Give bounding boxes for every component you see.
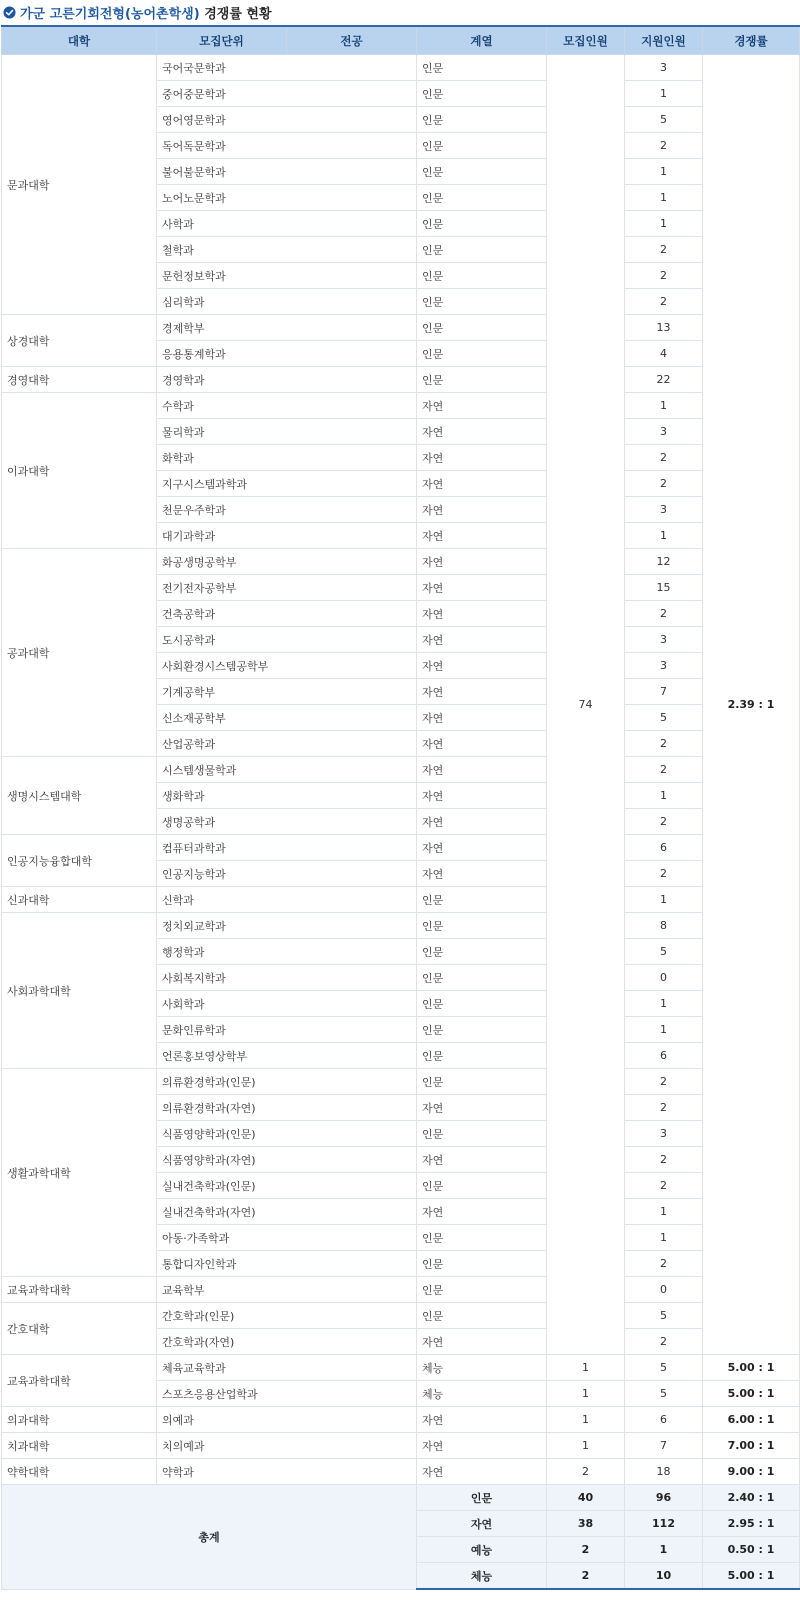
- table-row: [2, 393, 800, 419]
- college-cell: 교육과학대학: [2, 1355, 157, 1407]
- applicants-cell: 0: [625, 1277, 703, 1303]
- total-applicants: 112: [625, 1511, 703, 1537]
- ratio-cell: 5.00 : 1: [703, 1355, 800, 1381]
- unit-cell: 건축공학과: [157, 601, 417, 627]
- ratio-cell: 2.39 : 1: [703, 55, 800, 1355]
- applicants-cell: 1: [625, 523, 703, 549]
- track-cell: 자연: [417, 757, 547, 783]
- unit-cell: 대기과학과: [157, 523, 417, 549]
- table-row: [2, 1355, 800, 1381]
- quota-cell: 1: [547, 1381, 625, 1407]
- header-quota: 모집인원: [547, 26, 625, 55]
- track-cell: 인문: [417, 887, 547, 913]
- table-row: [2, 367, 800, 393]
- applicants-cell: 0: [625, 965, 703, 991]
- unit-cell: 사회학과: [157, 991, 417, 1017]
- unit-cell: 문헌정보학과: [157, 263, 417, 289]
- track-cell: 인문: [417, 185, 547, 211]
- unit-cell: 경제학부: [157, 315, 417, 341]
- table-row: [2, 913, 800, 939]
- unit-cell: 지구시스템과학과: [157, 471, 417, 497]
- track-cell: 자연: [417, 861, 547, 887]
- track-cell: 자연: [417, 575, 547, 601]
- unit-cell: 인공지능학과: [157, 861, 417, 887]
- track-cell: 자연: [417, 445, 547, 471]
- applicants-cell: 3: [625, 1121, 703, 1147]
- applicants-cell: 1: [625, 81, 703, 107]
- unit-cell: 행정학과: [157, 939, 417, 965]
- track-cell: 인문: [417, 1251, 547, 1277]
- applicants-cell: 2: [625, 1147, 703, 1173]
- unit-cell: 아동·가족학과: [157, 1225, 417, 1251]
- table-row: [2, 1277, 800, 1303]
- unit-cell: 생명공학과: [157, 809, 417, 835]
- applicants-cell: 6: [625, 835, 703, 861]
- unit-cell: 식품영양학과(자연): [157, 1147, 417, 1173]
- applicants-cell: 5: [625, 107, 703, 133]
- applicants-cell: 3: [625, 653, 703, 679]
- unit-cell: 철학과: [157, 237, 417, 263]
- applicants-cell: 2: [625, 601, 703, 627]
- unit-cell: 독어독문학과: [157, 133, 417, 159]
- applicants-cell: 1: [625, 1199, 703, 1225]
- applicants-cell: 12: [625, 549, 703, 575]
- unit-cell: 간호학과(인문): [157, 1303, 417, 1329]
- applicants-cell: 5: [625, 1381, 703, 1407]
- unit-cell: 신소재공학부: [157, 705, 417, 731]
- total-applicants: 1: [625, 1537, 703, 1563]
- unit-cell: 도시공학과: [157, 627, 417, 653]
- unit-cell: 정치외교학과: [157, 913, 417, 939]
- total-quota: 38: [547, 1511, 625, 1537]
- applicants-cell: 15: [625, 575, 703, 601]
- applicants-cell: 2: [625, 237, 703, 263]
- track-cell: 인문: [417, 1277, 547, 1303]
- track-cell: 인문: [417, 107, 547, 133]
- unit-cell: 물리학과: [157, 419, 417, 445]
- check-circle-icon: [3, 6, 16, 19]
- track-cell: 자연: [417, 523, 547, 549]
- total-applicants: 96: [625, 1485, 703, 1511]
- total-track: 자연: [417, 1511, 547, 1537]
- track-cell: 자연: [417, 1095, 547, 1121]
- applicants-cell: 2: [625, 133, 703, 159]
- track-cell: 자연: [417, 835, 547, 861]
- unit-cell: 기계공학부: [157, 679, 417, 705]
- unit-cell: 사학과: [157, 211, 417, 237]
- header-unit: 모집단위: [157, 26, 287, 55]
- quota-cell: 1: [547, 1355, 625, 1381]
- applicants-cell: 2: [625, 861, 703, 887]
- track-cell: 인문: [417, 1043, 547, 1069]
- track-cell: 인문: [417, 913, 547, 939]
- unit-cell: 영어영문학과: [157, 107, 417, 133]
- applicants-cell: 2: [625, 471, 703, 497]
- track-cell: 자연: [417, 497, 547, 523]
- applicants-cell: 1: [625, 783, 703, 809]
- total-ratio: 2.95 : 1: [703, 1511, 800, 1537]
- applicants-cell: 3: [625, 497, 703, 523]
- unit-cell: 수학과: [157, 393, 417, 419]
- total-applicants: 10: [625, 1563, 703, 1590]
- unit-cell: 국어국문학과: [157, 55, 417, 81]
- track-cell: 인문: [417, 159, 547, 185]
- table-row: [2, 887, 800, 913]
- unit-cell: 체육교육학과: [157, 1355, 417, 1381]
- applicants-cell: 2: [625, 1329, 703, 1355]
- track-cell: 자연: [417, 653, 547, 679]
- applicants-cell: 2: [625, 263, 703, 289]
- applicants-cell: 5: [625, 1303, 703, 1329]
- unit-cell: 사회환경시스템공학부: [157, 653, 417, 679]
- track-cell: 자연: [417, 1459, 547, 1485]
- track-cell: 자연: [417, 1147, 547, 1173]
- applicants-cell: 1: [625, 393, 703, 419]
- table-row: [2, 835, 800, 861]
- track-cell: 인문: [417, 1173, 547, 1199]
- college-cell: 생활과학대학: [2, 1069, 157, 1277]
- track-cell: 인문: [417, 1121, 547, 1147]
- unit-cell: 사회복지학과: [157, 965, 417, 991]
- track-cell: 자연: [417, 601, 547, 627]
- applicants-cell: 2: [625, 1251, 703, 1277]
- unit-cell: 컴퓨터과학과: [157, 835, 417, 861]
- total-row: [2, 1485, 800, 1511]
- applicants-cell: 7: [625, 1433, 703, 1459]
- track-cell: 자연: [417, 1407, 547, 1433]
- applicants-cell: 1: [625, 887, 703, 913]
- unit-cell: 언론홍보영상학부: [157, 1043, 417, 1069]
- track-cell: 자연: [417, 627, 547, 653]
- unit-cell: 화공생명공학부: [157, 549, 417, 575]
- total-ratio: 2.40 : 1: [703, 1485, 800, 1511]
- total-track: 인문: [417, 1485, 547, 1511]
- applicants-cell: 6: [625, 1407, 703, 1433]
- applicants-cell: 1: [625, 991, 703, 1017]
- applicants-cell: 2: [625, 289, 703, 315]
- track-cell: 체능: [417, 1381, 547, 1407]
- applicants-cell: 2: [625, 1095, 703, 1121]
- total-quota: 2: [547, 1563, 625, 1590]
- applicants-cell: 2: [625, 809, 703, 835]
- unit-cell: 시스템생물학과: [157, 757, 417, 783]
- table-row: [2, 1069, 800, 1095]
- ratio-cell: 7.00 : 1: [703, 1433, 800, 1459]
- track-cell: 인문: [417, 991, 547, 1017]
- applicants-cell: 8: [625, 913, 703, 939]
- college-cell: 공과대학: [2, 549, 157, 757]
- applicants-cell: 1: [625, 185, 703, 211]
- unit-cell: 전기전자공학부: [157, 575, 417, 601]
- applicants-cell: 2: [625, 1069, 703, 1095]
- applicants-cell: 7: [625, 679, 703, 705]
- track-cell: 자연: [417, 705, 547, 731]
- title-accent: 가군 고른기회전형(농어촌학생): [20, 7, 200, 22]
- applicants-cell: 18: [625, 1459, 703, 1485]
- track-cell: 자연: [417, 549, 547, 575]
- unit-cell: 천문우주학과: [157, 497, 417, 523]
- table-header-row: [2, 26, 800, 55]
- college-cell: 사회과학대학: [2, 913, 157, 1069]
- track-cell: 인문: [417, 263, 547, 289]
- applicants-cell: 5: [625, 939, 703, 965]
- ratio-cell: 9.00 : 1: [703, 1459, 800, 1485]
- total-quota: 40: [547, 1485, 625, 1511]
- unit-cell: 심리학과: [157, 289, 417, 315]
- track-cell: 인문: [417, 367, 547, 393]
- table-row: [2, 55, 800, 81]
- unit-cell: 약학과: [157, 1459, 417, 1485]
- table-row: [2, 315, 800, 341]
- track-cell: 인문: [417, 965, 547, 991]
- track-cell: 자연: [417, 1329, 547, 1355]
- college-cell: 상경대학: [2, 315, 157, 367]
- track-cell: 인문: [417, 939, 547, 965]
- applicants-cell: 5: [625, 705, 703, 731]
- unit-cell: 교육학부: [157, 1277, 417, 1303]
- total-label: 총계: [2, 1485, 417, 1590]
- unit-cell: 중어중문학과: [157, 81, 417, 107]
- unit-cell: 생화학과: [157, 783, 417, 809]
- applicants-cell: 22: [625, 367, 703, 393]
- applicants-cell: 3: [625, 419, 703, 445]
- track-cell: 인문: [417, 1225, 547, 1251]
- track-cell: 인문: [417, 133, 547, 159]
- applicants-cell: 3: [625, 627, 703, 653]
- unit-cell: 치의예과: [157, 1433, 417, 1459]
- unit-cell: 화학과: [157, 445, 417, 471]
- track-cell: 자연: [417, 471, 547, 497]
- header-track: 계열: [417, 26, 547, 55]
- quota-cell: 2: [547, 1459, 625, 1485]
- unit-cell: 식품영양학과(인문): [157, 1121, 417, 1147]
- track-cell: 인문: [417, 315, 547, 341]
- header-major: 전공: [287, 26, 417, 55]
- unit-cell: 실내건축학과(인문): [157, 1173, 417, 1199]
- college-cell: 생명시스템대학: [2, 757, 157, 835]
- unit-cell: 의류환경학과(인문): [157, 1069, 417, 1095]
- track-cell: 자연: [417, 731, 547, 757]
- quota-cell: 74: [547, 55, 625, 1355]
- unit-cell: 의예과: [157, 1407, 417, 1433]
- section-title: [0, 0, 800, 25]
- total-ratio: 0.50 : 1: [703, 1537, 800, 1563]
- track-cell: 자연: [417, 679, 547, 705]
- track-cell: 인문: [417, 289, 547, 315]
- track-cell: 인문: [417, 1017, 547, 1043]
- college-cell: 신과대학: [2, 887, 157, 913]
- table-row: [2, 1303, 800, 1329]
- ratio-cell: 6.00 : 1: [703, 1407, 800, 1433]
- table-row: [2, 1459, 800, 1485]
- track-cell: 인문: [417, 237, 547, 263]
- track-cell: 자연: [417, 809, 547, 835]
- applicants-cell: 6: [625, 1043, 703, 1069]
- header-college: 대학: [2, 26, 157, 55]
- competition-rate-table: [1, 25, 800, 1590]
- unit-cell: 산업공학과: [157, 731, 417, 757]
- college-cell: 치과대학: [2, 1433, 157, 1459]
- applicants-cell: 1: [625, 1225, 703, 1251]
- college-cell: 경영대학: [2, 367, 157, 393]
- applicants-cell: 5: [625, 1355, 703, 1381]
- unit-cell: 문화인류학과: [157, 1017, 417, 1043]
- track-cell: 자연: [417, 783, 547, 809]
- total-ratio: 5.00 : 1: [703, 1563, 800, 1590]
- track-cell: 인문: [417, 81, 547, 107]
- quota-cell: 1: [547, 1433, 625, 1459]
- applicants-cell: 1: [625, 211, 703, 237]
- track-cell: 자연: [417, 419, 547, 445]
- total-track: 체능: [417, 1563, 547, 1590]
- unit-cell: 경영학과: [157, 367, 417, 393]
- applicants-cell: 2: [625, 757, 703, 783]
- unit-cell: 불어불문학과: [157, 159, 417, 185]
- applicants-cell: 1: [625, 159, 703, 185]
- track-cell: 인문: [417, 211, 547, 237]
- header-applicants: 지원인원: [625, 26, 703, 55]
- track-cell: 인문: [417, 1069, 547, 1095]
- college-cell: 간호대학: [2, 1303, 157, 1355]
- table-row: [2, 1433, 800, 1459]
- track-cell: 자연: [417, 1199, 547, 1225]
- college-cell: 교육과학대학: [2, 1277, 157, 1303]
- header-ratio: 경쟁률: [703, 26, 800, 55]
- track-cell: 체능: [417, 1355, 547, 1381]
- college-cell: 인공지능융합대학: [2, 835, 157, 887]
- applicants-cell: 2: [625, 731, 703, 757]
- unit-cell: 의류환경학과(자연): [157, 1095, 417, 1121]
- unit-cell: 응용통계학과: [157, 341, 417, 367]
- total-track: 예능: [417, 1537, 547, 1563]
- quota-cell: 1: [547, 1407, 625, 1433]
- ratio-cell: 5.00 : 1: [703, 1381, 800, 1407]
- unit-cell: 통합디자인학과: [157, 1251, 417, 1277]
- college-cell: 문과대학: [2, 55, 157, 315]
- college-cell: 약학대학: [2, 1459, 157, 1485]
- college-cell: 의과대학: [2, 1407, 157, 1433]
- track-cell: 인문: [417, 55, 547, 81]
- applicants-cell: 13: [625, 315, 703, 341]
- track-cell: 인문: [417, 1303, 547, 1329]
- unit-cell: 실내건축학과(자연): [157, 1199, 417, 1225]
- applicants-cell: 4: [625, 341, 703, 367]
- applicants-cell: 3: [625, 55, 703, 81]
- title-rest: 경쟁률 현황: [199, 7, 272, 22]
- track-cell: 자연: [417, 1433, 547, 1459]
- table-row: [2, 1407, 800, 1433]
- total-quota: 2: [547, 1537, 625, 1563]
- track-cell: 자연: [417, 393, 547, 419]
- applicants-cell: 2: [625, 445, 703, 471]
- unit-cell: 노어노문학과: [157, 185, 417, 211]
- track-cell: 인문: [417, 341, 547, 367]
- table-row: [2, 549, 800, 575]
- unit-cell: 신학과: [157, 887, 417, 913]
- table-row: [2, 757, 800, 783]
- unit-cell: 스포츠응용산업학과: [157, 1381, 417, 1407]
- applicants-cell: 2: [625, 1173, 703, 1199]
- applicants-cell: 1: [625, 1017, 703, 1043]
- unit-cell: 간호학과(자연): [157, 1329, 417, 1355]
- college-cell: 이과대학: [2, 393, 157, 549]
